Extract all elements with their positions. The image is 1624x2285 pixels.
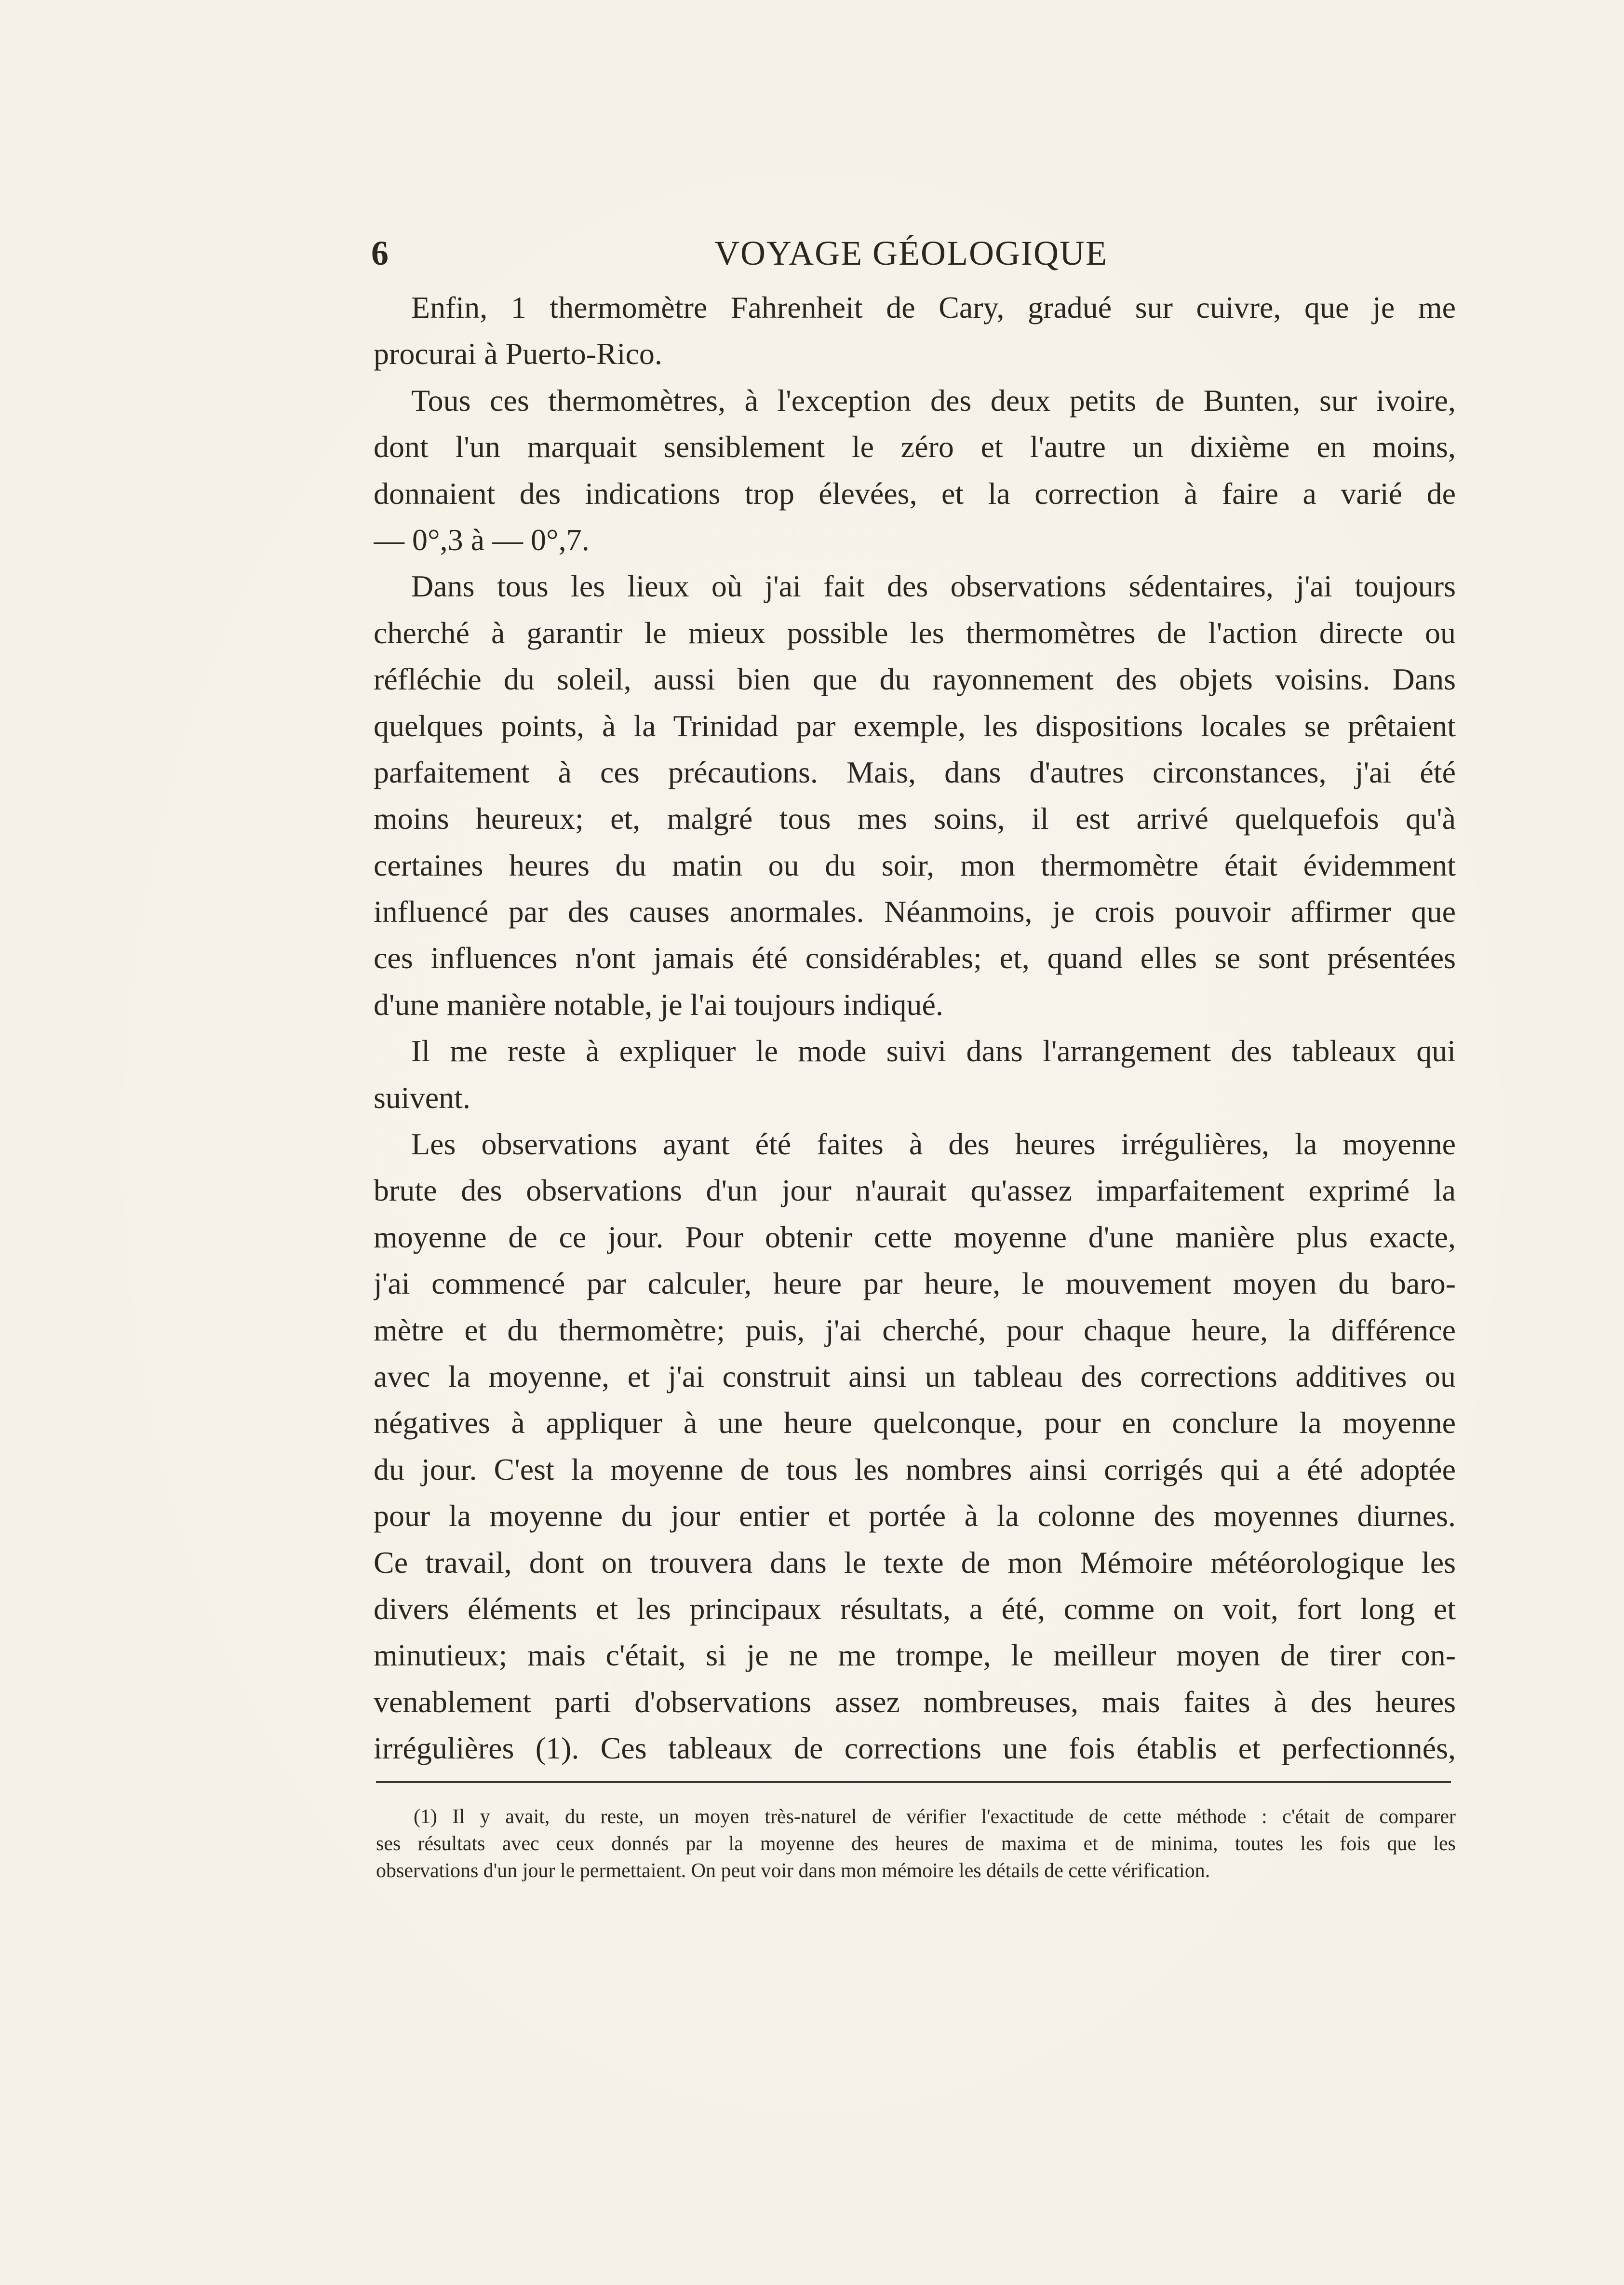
text-line: Les observations ayant été faites à des heures irrégulières, la moyenne xyxy=(411,1127,1456,1162)
text-line: minutieux; mais c'était, si je ne me trompe, le meilleur moyen de tirer con- xyxy=(374,1638,1456,1673)
text-line: réfléchie du soleil, aussi bien que du rayonnement des objets voisins. Dans xyxy=(374,662,1456,697)
text-line: procurai à Puerto-Rico. xyxy=(374,337,662,371)
text-line: j'ai commencé par calculer, heure par heure, le mouvement moyen du baro- xyxy=(374,1266,1456,1301)
text-line: ces influences n'ont jamais été considérables; et, quand elles se sont présentées xyxy=(374,941,1456,975)
text-line: avec la moyenne, et j'ai construit ainsi un tableau des corrections additives ou xyxy=(374,1359,1456,1393)
text-line: divers éléments et les principaux résultats, a été, comme on voit, fort long et xyxy=(374,1591,1456,1626)
footnote-line: ses résultats avec ceux donnés par la moyenne des heures de maxima et de minima, toutes les fois que les xyxy=(376,1833,1456,1855)
text-line: Il me reste à expliquer le mode suivi dans l'arrangement des tableaux qui xyxy=(411,1034,1456,1068)
text-line: Tous ces thermomètres, à l'exception des deux petits de Bunten, sur ivoire, xyxy=(411,383,1456,418)
footnote xyxy=(376,1803,1456,1884)
footnote-divider xyxy=(376,1781,1451,1783)
text-line: donnaient des indications trop élevées, et la correction à faire a varié de xyxy=(374,476,1456,511)
text-line: négatives à appliquer à une heure quelconque, pour en conclure la moyenne xyxy=(374,1406,1456,1440)
text-line: pour la moyenne du jour entier et portée à la colonne des moyennes diurnes. xyxy=(374,1499,1456,1533)
text-line: du jour. C'est la moyenne de tous les nombres ainsi corrigés qui a été adoptée xyxy=(374,1452,1456,1487)
body-text xyxy=(374,284,1456,1772)
text-line: suivent. xyxy=(374,1080,470,1115)
page-number: 6 xyxy=(371,234,389,272)
text-line: dont l'un marquait sensiblement le zéro et l'autre un dixième en moins, xyxy=(374,430,1456,464)
text-line: influencé par des causes anormales. Néanmoins, je crois pouvoir affirmer que xyxy=(374,894,1456,929)
page-header xyxy=(371,231,1451,275)
footnote-line: (1) Il y avait, du reste, un moyen très-naturel de vérifier l'exactitude de cette méthode : c'était de comparer xyxy=(414,1806,1456,1828)
text-line: Ce travail, dont on trouvera dans le texte de mon Mémoire météorologique les xyxy=(374,1545,1456,1580)
text-line: irrégulières (1). Ces tableaux de corrections une fois établis et perfectionnés, xyxy=(374,1731,1456,1766)
text-line: parfaitement à ces précautions. Mais, dans d'autres circonstances, j'ai été xyxy=(374,755,1456,789)
text-line: moins heureux; et, malgré tous mes soins, il est arrivé quelquefois qu'à xyxy=(374,801,1456,836)
text-line: d'une manière notable, je l'ai toujours indiqué. xyxy=(374,987,943,1022)
text-line: certaines heures du matin ou du soir, mon thermomètre était évidemment xyxy=(374,848,1456,882)
running-head: VOYAGE GÉOLOGIQUE xyxy=(714,234,1108,272)
text-line: Enfin, 1 thermomètre Fahrenheit de Cary, gradué sur cuivre, que je me xyxy=(411,290,1456,324)
text-line: cherché à garantir le mieux possible les thermomètres de l'action directe ou xyxy=(374,615,1456,650)
text-line: mètre et du thermomètre; puis, j'ai cherché, pour chaque heure, la différence xyxy=(374,1312,1456,1347)
footnote-line: observations d'un jour le permettaient. On peut voir dans mon mémoire les détails de cette vérification. xyxy=(376,1860,1210,1882)
text-line: moyenne de ce jour. Pour obtenir cette moyenne d'une manière plus exacte, xyxy=(374,1219,1456,1254)
text-line: — 0°,3 à — 0°,7. xyxy=(374,522,590,557)
text-line: quelques points, à la Trinidad par exemple, les dispositions locales se prêtaient xyxy=(374,708,1456,743)
text-line: Dans tous les lieux où j'ai fait des observations sédentaires, j'ai toujours xyxy=(411,569,1456,604)
text-line: venablement parti d'observations assez nombreuses, mais faites à des heures xyxy=(374,1684,1456,1719)
text-line: brute des observations d'un jour n'aurait qu'assez imparfaitement exprimé la xyxy=(374,1173,1456,1208)
